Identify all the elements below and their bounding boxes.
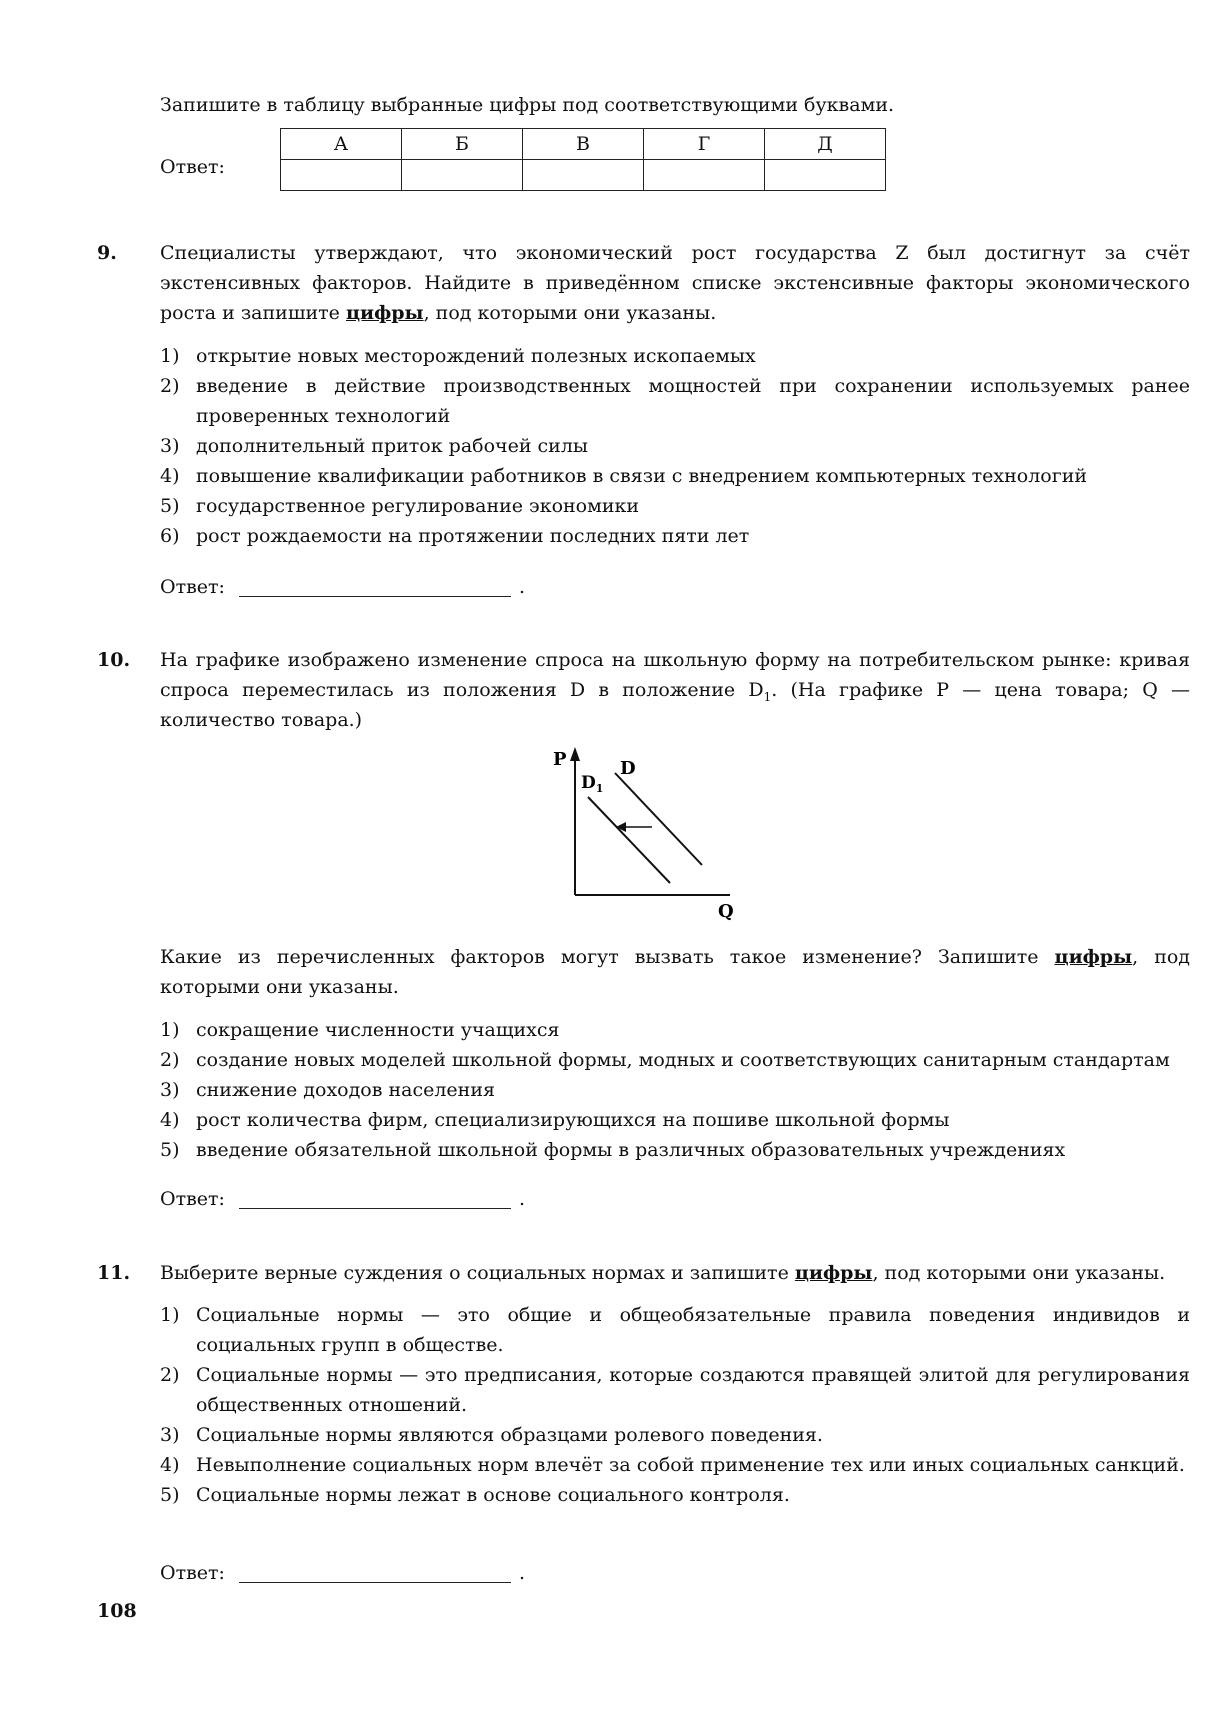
demand-curve-d <box>615 773 702 865</box>
option-text: введение обязательной школьной формы в различных образовательных учреждениях <box>196 1139 1066 1161</box>
question-9-keyword: цифры <box>345 302 424 324</box>
option-number: 3) <box>160 1079 180 1101</box>
answer-period: . <box>518 1562 525 1584</box>
answer-period: . <box>518 576 525 598</box>
list-item <box>160 1015 1190 1045</box>
option-number: 3) <box>160 435 180 457</box>
option-text: рост количества фирм, специализирующихся на пошиве школьной формы <box>196 1109 950 1131</box>
answer-table-header: А <box>281 129 402 160</box>
list-item <box>160 521 1190 551</box>
answer-period: . <box>518 1188 525 1210</box>
question-10-options <box>160 1015 1190 1165</box>
question-11-options <box>160 1300 1190 1510</box>
option-number: 1) <box>160 1304 180 1326</box>
answer-cell[interactable] <box>281 160 402 191</box>
list-item <box>160 1480 1190 1510</box>
question-10-text-part: . (На графике P — цена товара; Q — количество товара.) <box>160 679 1190 731</box>
curve-d1-label <box>581 773 603 795</box>
answer-table-header: Д <box>765 129 886 160</box>
question-10-keyword: цифры <box>1054 946 1133 968</box>
answer-table <box>280 128 886 191</box>
question-9-text-part: , под которыми они указаны. <box>423 302 717 324</box>
question-10-question <box>160 942 1190 1002</box>
question-9-text <box>160 238 1190 328</box>
question-11-text <box>160 1258 1190 1288</box>
list-item <box>160 1135 1190 1165</box>
question-10-number: 10. <box>97 649 131 671</box>
option-text: Социальные нормы — это общие и общеобязательные правила поведения индивидов и социальных групп в обществе. <box>196 1304 1190 1356</box>
answer-table-header: Г <box>644 129 765 160</box>
answer-table-header-row <box>281 129 886 160</box>
question-11-text-part: Выберите верные суждения о социальных нормах и запишите <box>160 1262 795 1284</box>
question-9-options <box>160 341 1190 551</box>
demand-curve-d1 <box>588 797 670 883</box>
option-text: Невыполнение социальных норм влечёт за собой применение тех или иных социальных санкций. <box>196 1454 1185 1476</box>
answer-input-line[interactable] <box>239 574 511 597</box>
question-9-text-part: Специалисты утверждают, что экономический рост государства Z был достигнут за счёт экстенсивных факторов. Найдите в приведённом списке экстенсивные факторы экономического роста и запишите <box>160 242 1190 324</box>
option-text: государственное регулирование экономики <box>196 495 640 517</box>
question-10-answer <box>160 1184 525 1214</box>
answer-cell[interactable] <box>523 160 644 191</box>
list-item <box>160 1420 1190 1450</box>
list-item <box>160 461 1190 491</box>
answer-cell[interactable] <box>765 160 886 191</box>
question-9-answer <box>160 572 525 602</box>
option-text: сокращение численности учащихся <box>196 1019 560 1041</box>
question-10-text-part: Какие из перечисленных факторов могут вызвать такое изменение? Запишите <box>160 946 1055 968</box>
curve-d-label: D <box>620 758 636 779</box>
answer-input-line[interactable] <box>239 1560 511 1583</box>
option-text: дополнительный приток рабочей силы <box>196 435 589 457</box>
option-text: открытие новых месторождений полезных ископаемых <box>196 345 756 367</box>
p-axis-label: P <box>553 749 567 770</box>
option-text: Социальные нормы — это предписания, которые создаются правящей элитой для регулирования общественных отношений. <box>196 1364 1190 1416</box>
demand-shift-graph <box>540 745 750 925</box>
answer-cell[interactable] <box>644 160 765 191</box>
option-number: 5) <box>160 1484 180 1506</box>
curve-d1-subscript: 1 <box>595 782 604 795</box>
question-10-text-part: На графике изображено изменение спроса на школьную форму на потребительском рынке: кривая спроса переместилась из положения D в положение D <box>160 649 1190 701</box>
question-11-answer <box>160 1558 525 1588</box>
answer-table-header: В <box>523 129 644 160</box>
answer-input-line[interactable] <box>239 1186 511 1209</box>
option-text: Социальные нормы являются образцами ролевого поведения. <box>196 1424 823 1446</box>
question-10-text-part: , под которыми они указаны. <box>160 946 1190 998</box>
option-text: введение в действие производственных мощностей при сохранении используемых ранее проверенных технологий <box>196 375 1190 427</box>
list-item <box>160 491 1190 521</box>
question-11-text-part: , под которыми они указаны. <box>872 1262 1166 1284</box>
answer-table-header: Б <box>402 129 523 160</box>
q-axis-label: Q <box>718 901 734 922</box>
option-number: 2) <box>160 1364 180 1386</box>
list-item <box>160 431 1190 461</box>
option-text: Социальные нормы лежат в основе социального контроля. <box>196 1484 790 1506</box>
list-item <box>160 341 1190 371</box>
list-item <box>160 1300 1190 1360</box>
question-11-number: 11. <box>97 1262 131 1284</box>
list-item <box>160 1045 1190 1075</box>
answer-cell[interactable] <box>402 160 523 191</box>
list-item <box>160 1450 1190 1480</box>
list-item <box>160 1360 1190 1420</box>
table-instruction: Запишите в таблицу выбранные цифры под соответствующими буквами. <box>160 94 895 116</box>
p-axis-arrowhead <box>570 747 580 761</box>
page-number: 108 <box>97 1600 137 1622</box>
option-number: 4) <box>160 465 180 487</box>
option-number: 2) <box>160 1049 180 1071</box>
option-text: снижение доходов населения <box>196 1079 495 1101</box>
list-item <box>160 371 1190 431</box>
option-number: 5) <box>160 1139 180 1161</box>
question-10-intro <box>160 645 1190 735</box>
question-11-keyword: цифры <box>794 1262 873 1284</box>
answer-label: Ответ: <box>160 1562 225 1584</box>
question-9-number: 9. <box>97 242 117 264</box>
answer-table-input-row <box>281 160 886 191</box>
subscript: 1 <box>763 689 772 704</box>
option-text: создание новых моделей школьной формы, модных и соответствующих санитарным стандартам <box>196 1049 1170 1071</box>
option-number: 5) <box>160 495 180 517</box>
option-number: 4) <box>160 1454 180 1476</box>
answer-label: Ответ: <box>160 156 225 178</box>
list-item <box>160 1075 1190 1105</box>
answer-label: Ответ: <box>160 576 225 598</box>
option-number: 1) <box>160 1019 180 1041</box>
option-number: 2) <box>160 375 180 397</box>
option-number: 6) <box>160 525 180 547</box>
option-text: повышение квалификации работников в связи с внедрением компьютерных технологий <box>196 465 1088 487</box>
list-item <box>160 1105 1190 1135</box>
option-number: 1) <box>160 345 180 367</box>
curve-d1-letter: D <box>581 773 596 793</box>
answer-label: Ответ: <box>160 1188 225 1210</box>
option-text: рост рождаемости на протяжении последних пяти лет <box>196 525 750 547</box>
option-number: 3) <box>160 1424 180 1446</box>
option-number: 4) <box>160 1109 180 1131</box>
